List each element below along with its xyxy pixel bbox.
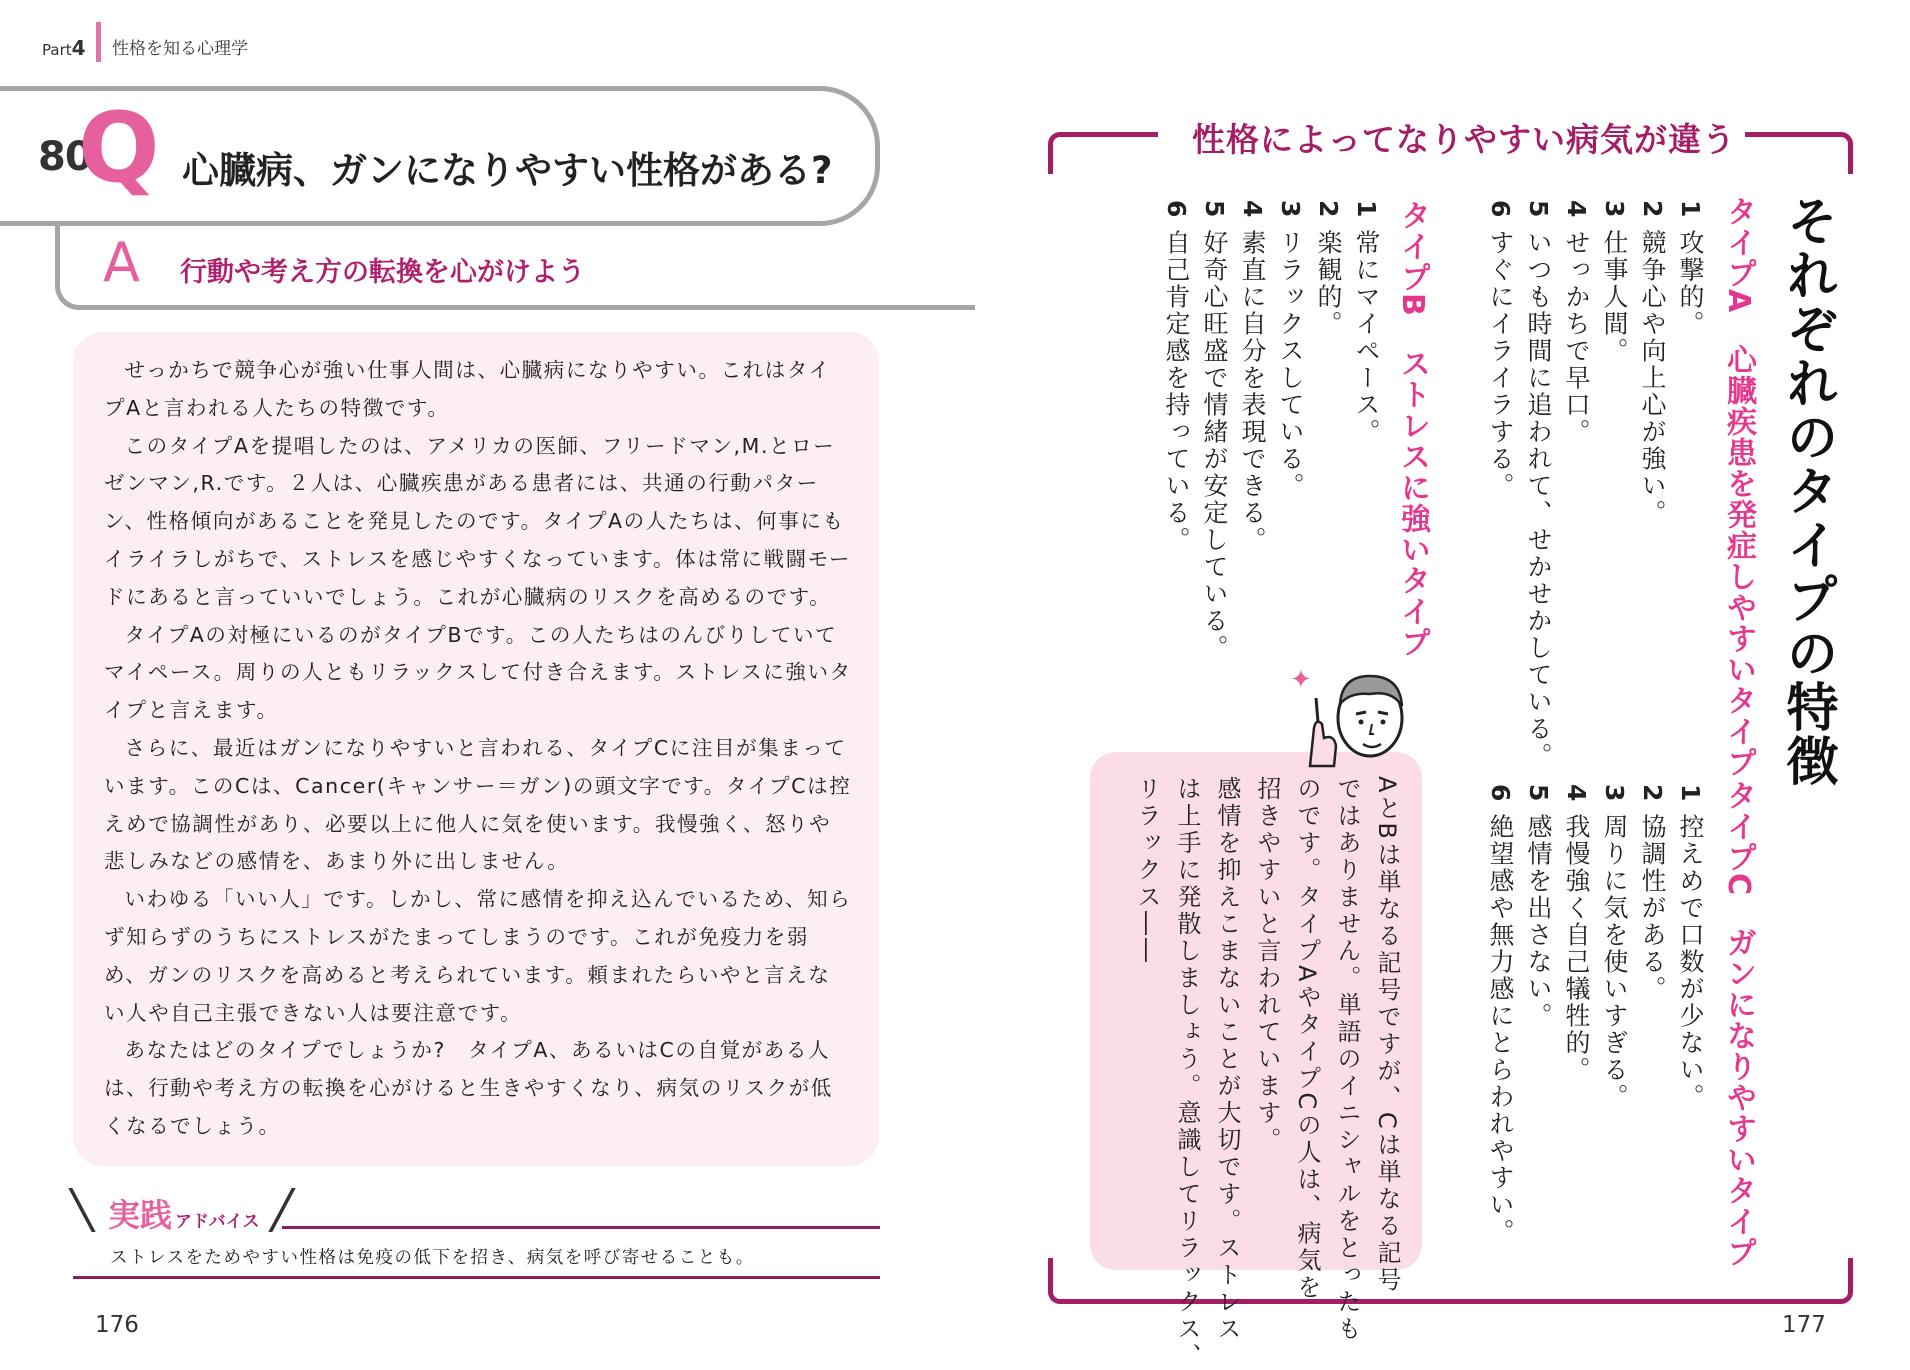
header-divider [96,22,101,62]
advice-slash-left [68,1188,95,1232]
note-line: ではありません。単語のイニシャルをとったも [1333,776,1361,1343]
type-a-item: 3 仕事人間。 [1600,200,1629,365]
paragraph: あなたはどのタイプでしょうか? タイプA、あるいはCの自覚がある人は、行動や考え方の転換を心がけると生きやすくなり、病気のリスクが低くなるでしょう。 [104,1038,833,1138]
frame-corner-top-right [1745,132,1853,174]
type-a-item: 6 すぐにイライラする。 [1486,200,1515,500]
note-line: 招きやすいと言われています。 [1253,776,1281,1154]
part-number: 4 [71,36,86,60]
advice-top-rule [282,1226,880,1229]
advice-bottom-rule [73,1276,880,1279]
paragraph: さらに、最近はガンになりやすいと言われる、タイプCに注目が集まっています。このCは、Cancer(キャンサー＝ガン)の頭文字です。タイプCは控えめで協調性があり、必要以上に他人に気を使います。我慢強く、怒りや悲しみなどの感情を、あまり外に出しません。 [104,735,852,874]
type-b-item: 6 自己肯定感を持っている。 [1162,200,1191,554]
type-c-item: 3 周りに気を使いすぎる。 [1600,784,1629,1111]
note-line: AとBは単なる記号ですが、Cは単なる記号 [1373,776,1401,1294]
type-c-label: タイプC ガンになりやすいタイプ [1721,780,1756,1269]
type-b-item: 2 楽観的。 [1314,200,1343,338]
frame-corner-top-left [1048,132,1158,174]
frame-title: 性格によってなりやすい病気が違う [1192,120,1736,159]
note-line: は上手に発散しましょう。意識してリラックス、 [1173,776,1201,1370]
type-b-item: 3 リラックスしている。 [1276,200,1305,500]
type-a-item: 4 せっかちで早口。 [1562,200,1591,446]
type-a-item: 2 競争心や向上心が強い。 [1638,200,1667,527]
question-number: 80 [38,134,92,180]
answer-a-mark: A [103,231,140,294]
page-number-left: 176 [95,1312,139,1338]
types-heading: それぞれのタイプの特徴 [1777,194,1837,788]
type-c-item: 4 我慢強く自己犠牲的。 [1562,784,1591,1084]
answer-title: 行動や考え方の転換を心がけよう [180,257,585,288]
advisor-character-illustration [1300,668,1420,770]
type-c-item: 6 絶望感や無力感にとらわれやすい。 [1486,784,1515,1246]
paragraph: このタイプAを提唱したのは、アメリカの医師、フリードマン,M.とローゼンマン,R.です。２人は、心臓疾患がある患者には、共通の行動パターン、性格傾向があることを発見したのです。タイプAの人たちは、何事にもイライラしがちで、ストレスを感じやすくなっています。体は常に戦闘モードにあると言っていいでしょう。これが心臓病のリスクを高めるのです。 [104,433,852,609]
advice-title: 実践 [108,1196,173,1234]
type-c-item: 2 協調性がある。 [1638,784,1667,1003]
type-c-item: 5 感情を出さない。 [1524,784,1553,1030]
paragraph: いわゆる「いい人」です。しかし、常に感情を抑え込んでいるため、知らず知らずのうちにストレスがたまってしまうのです。これが免疫力を弱め、ガンのリスクを高めると考えられています。頼まれたらいやと言えない人や自己主張できない人は要注意です。 [104,887,852,1025]
sparkle-icon: ✦ [1290,665,1312,695]
type-b-item: 5 好奇心旺盛で情緒が安定している。 [1200,200,1229,662]
note-line: のです。タイプAやタイプCの人は、病気を [1293,776,1321,1302]
type-b-item: 1 常にマイペース。 [1352,200,1381,446]
type-a-label: タイプA 心臓疾患を発症しやすいタイプ [1721,196,1756,779]
question-q-mark: Q [78,92,160,204]
type-b-label: タイプB ストレスに強いタイプ [1395,200,1430,658]
section-title: 性格を知る心理学 [112,39,248,59]
type-c-item: 1 控えめで口数が少ない。 [1676,784,1705,1111]
type-b-item: 4 素直に自分を表現できる。 [1238,200,1267,554]
page-number-right: 177 [1782,1312,1826,1338]
paragraph: タイプAの対極にいるのがタイプBです。この人たちはのんびりしていてマイペース。周りの人ともリラックスして付き合えます。ストレスに強いタイプと言えます。 [104,622,852,723]
note-line: リラックス―― [1133,776,1161,965]
advice-subtitle: アドバイス [175,1212,260,1232]
question-title: 心臓病、ガンになりやすい性格がある? [182,149,833,192]
type-a-item: 1 攻撃的。 [1676,200,1705,338]
body-text [104,352,852,1146]
note-line: 感情を抑えこまないことが大切です。ストレス [1213,776,1241,1343]
advice-text: ストレスをためやすい性格は免疫の低下を招き、病気を呼び寄せることも。 [110,1248,755,1268]
paragraph: せっかちで競争心が強い仕事人間は、心臓病になりやすい。これはタイプAと言われる人たちの特徴です。 [104,358,831,420]
part-label: Part4 [42,36,86,60]
type-a-item: 5 いつも時間に追われて、せかせかしている。 [1524,200,1553,770]
